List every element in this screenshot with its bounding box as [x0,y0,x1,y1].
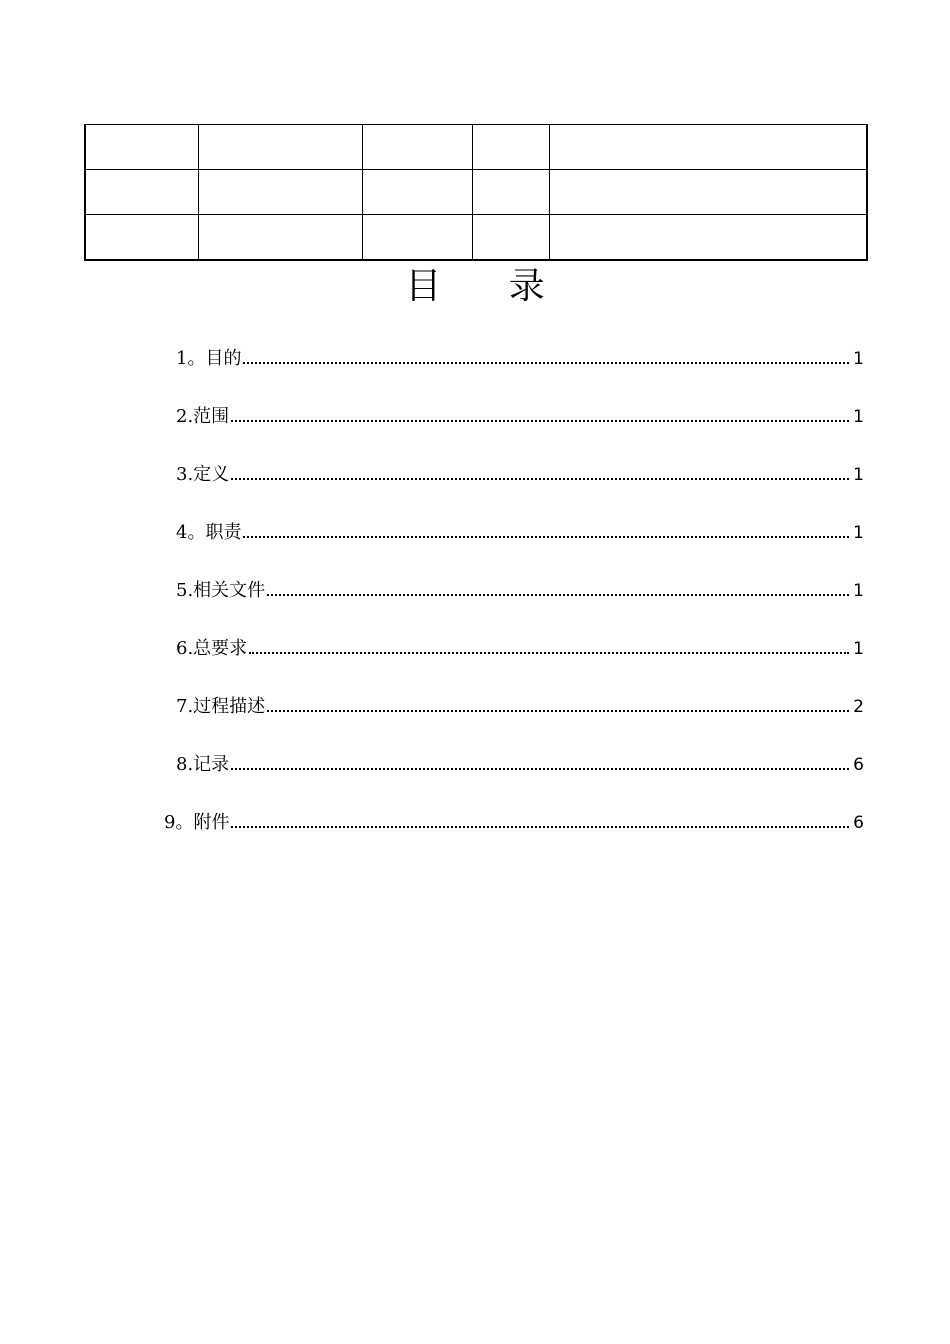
toc-entry[interactable] [176,566,864,602]
dot-leader [243,362,849,364]
revision-table [84,124,868,261]
toc-entry-page: 6 [853,755,864,775]
table-cell [85,215,198,261]
dot-leader [231,420,849,422]
table-cell [549,125,867,170]
toc-entry[interactable] [176,624,864,660]
toc-entry-label: 2.范围 [176,406,230,427]
toc-entry[interactable] [164,798,864,834]
toc-entry-page: 1 [853,523,864,543]
toc-entry-label: 4。职责 [176,522,242,543]
table-cell [549,170,867,215]
toc-entry-label: 8.记录 [176,754,230,775]
toc-entry-page: 2 [853,697,864,717]
table-cell [472,170,549,215]
table-cell [362,215,472,261]
toc-title: 目 录 [405,266,573,307]
toc-entry-page: 1 [853,349,864,369]
toc-entry-label: 6.总要求 [176,638,248,659]
table-cell [549,215,867,261]
toc-entry[interactable] [176,682,864,718]
table-row [85,170,867,215]
toc-entry-page: 6 [853,813,864,833]
toc-entry-label: 3.定义 [176,464,230,485]
dot-leader [231,478,849,480]
toc-entry-label: 1。目的 [176,348,242,369]
dot-leader [267,710,849,712]
toc-entry-page: 1 [853,407,864,427]
toc-entry[interactable] [176,334,864,370]
table-cell [362,170,472,215]
toc-entry[interactable] [176,450,864,486]
dot-leader [267,594,849,596]
toc-entry-page: 1 [853,639,864,659]
table-cell [85,170,198,215]
table-cell [198,170,362,215]
table-cell [198,215,362,261]
table-row [85,215,867,261]
dot-leader [231,826,849,828]
dot-leader [231,768,849,770]
table-cell [472,215,549,261]
toc-entry-label: 9。附件 [164,812,230,833]
table-row [85,125,867,170]
table-cell [85,125,198,170]
dot-leader [249,652,849,654]
toc-entry-page: 1 [853,465,864,485]
toc-entry[interactable] [176,740,864,776]
toc-entry-label: 7.过程描述 [176,696,266,717]
table-cell [362,125,472,170]
table-cell [472,125,549,170]
toc-entry-page: 1 [853,581,864,601]
dot-leader [243,536,849,538]
toc-entry[interactable] [176,392,864,428]
table-cell [198,125,362,170]
toc-entry[interactable] [176,508,864,544]
toc-entry-label: 5.相关文件 [176,580,266,601]
